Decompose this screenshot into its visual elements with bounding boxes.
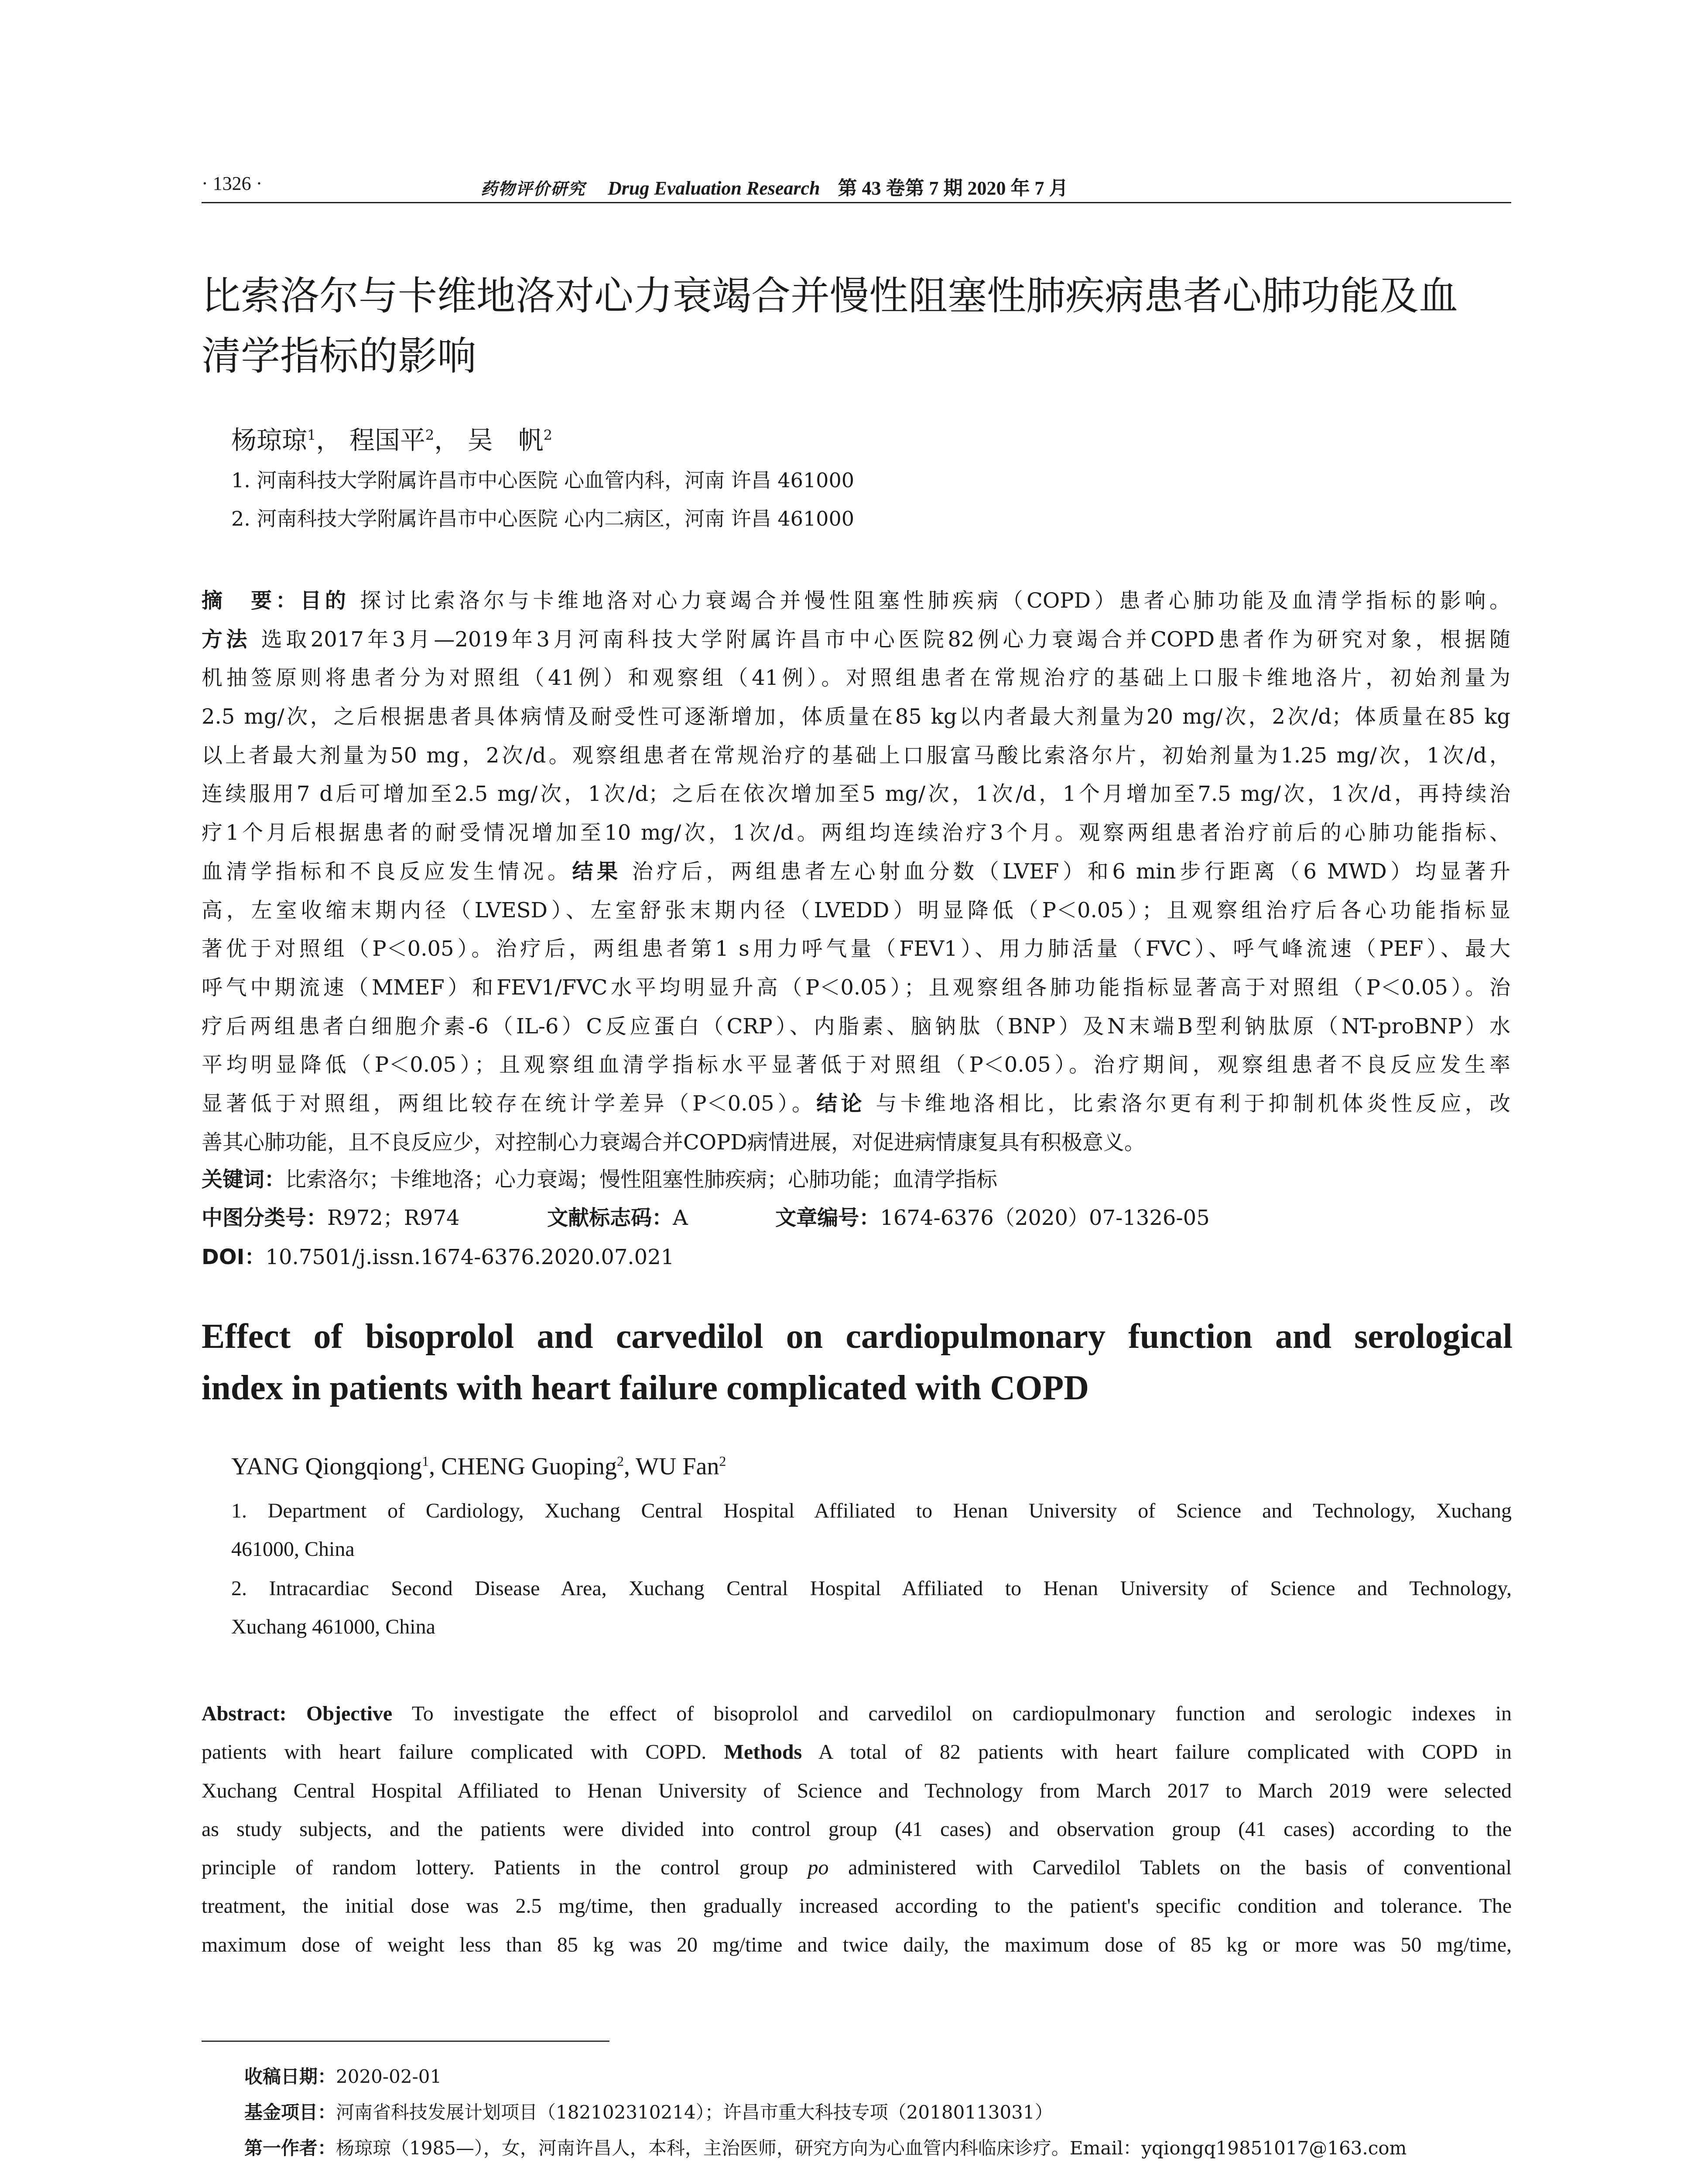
abstract-zh-line — [202, 852, 1510, 891]
abstract-en — [202, 1695, 1512, 1964]
abstract-text: 治疗后，两组患者左心射血分数（LVEF）和6 min步行距离（6 MWD）均显著升 — [621, 859, 1510, 884]
abstract-en-line — [202, 1695, 1512, 1733]
abstract-text: To investigate the effect of bisoprolol and carvedilol on cardiopulmonary function and serologic indexes in — [392, 1702, 1512, 1725]
footnote-rule — [202, 2041, 609, 2042]
abstract-zh-line: 机抽签原则将患者分为对照组（41例）和观察组（41例）。对照组患者在常规治疗的基础上口服卡维地洛片，初始剂量为 — [202, 666, 1510, 691]
methods-label: 方法 — [202, 627, 251, 652]
abstract-zh-line: 2.5 mg/次，之后根据患者具体病情及耐受性可逐渐增加，体质量在85 kg以内者最大剂量为20 mg/次，2次/d；体质量在85 kg — [202, 704, 1510, 729]
abstract-text: 选取2017年3月—2019年3月河南科技大学附属许昌市中心医院82例心力衰竭合并COPD患者作为研究对象，根据随 — [250, 627, 1510, 652]
abstract-zh-line: 高，左室收缩末期内径（LVESD）、左室舒张末期内径（LVEDD）明显降低（P＜0.05）；且观察组治疗后各心功能指标显 — [202, 898, 1510, 923]
affiliation-zh: 1. 河南科技大学附属许昌市中心医院 心血管内科，河南 许昌 461000 — [231, 468, 854, 492]
author-sep: , — [429, 1453, 442, 1480]
abstract-en-line: treatment, the initial dose was 2.5 mg/time, then gradually increased according to the patient's specific condition and tolerance. The — [202, 1894, 1512, 1918]
article-no-value: 1674-6376（2020）07-1326-05 — [880, 1206, 1210, 1230]
author-sep: ， — [434, 425, 460, 455]
page-number: · 1326 · — [202, 173, 263, 194]
title-en-line: Effect of bisoprolol and carvedilol on cardiopulmonary function and serological — [202, 1317, 1513, 1356]
abstract-label: 摘 要： — [202, 588, 301, 613]
footnote-value: 2020-02-01 — [336, 2066, 442, 2087]
clc-value: R972；R974 — [327, 1206, 460, 1230]
footnote-label: 第一作者： — [244, 2137, 336, 2159]
author-affil-sup: 2 — [719, 1453, 726, 1469]
author-sep: , — [624, 1453, 636, 1480]
authors-zh — [231, 420, 552, 456]
footnote-value: 杨琼琼（1985—），女，河南许昌人，本科，主治医师，研究方向为心血管内科临床诊疗。Email：yqiongq19851017@163.com — [336, 2137, 1407, 2159]
keywords-zh — [202, 1162, 1510, 1193]
affiliation-en — [231, 1569, 1512, 1646]
title-zh-line: 比索洛尔与卡维地洛对心力衰竭合并慢性阻塞性肺疾病患者心肺功能及血 — [202, 273, 1458, 319]
clc-label: 中图分类号： — [202, 1206, 328, 1230]
abstract-en-line — [202, 1733, 1512, 1771]
abstract-zh-line — [202, 1084, 1510, 1123]
affiliation-en — [231, 1492, 1512, 1569]
abstract-zh-line: 善其心肺功能，且不良反应少，对控制心力衰竭合并COPD病情进展，对促进病情康复具有积极意义。 — [202, 1130, 1145, 1155]
header-rule — [202, 202, 1511, 203]
title-zh-line: 清学指标的影响 — [202, 333, 476, 379]
title-en-line: index in patients with heart failure complicated with COPD — [202, 1369, 1089, 1407]
author-affil-sup: 2 — [617, 1453, 624, 1469]
affiliation-en-line: Xuchang 461000, China — [231, 1615, 435, 1638]
journal-header — [481, 172, 1068, 200]
italic-term: po — [808, 1856, 829, 1880]
abstract-text: 探讨比索洛尔与卡维地洛对心力衰竭合并慢性阻塞性肺疾病（COPD）患者心肺功能及血清学指标的影响。 — [349, 588, 1510, 613]
abstract-zh — [202, 581, 1510, 1162]
abstract-zh-line — [202, 581, 1510, 620]
abstract-text: patients with heart failure complicated with COPD. — [202, 1740, 707, 1764]
results-label: 结果 — [572, 859, 622, 884]
abstract-text: A total of 82 patients with heart failure complicated with COPD in — [802, 1740, 1512, 1764]
author-affil-sup: 2 — [543, 427, 553, 444]
methods-label: Methods — [724, 1740, 802, 1764]
keywords-label: 关键词： — [202, 1167, 286, 1192]
author-name: 杨琼琼 — [231, 425, 308, 455]
abstract-en-line: as study subjects, and the patients were divided into control group (41 cases) and observation group (41 cases) according to the — [202, 1817, 1512, 1841]
abstract-zh-line: 平均明显降低（P＜0.05）；且观察组血清学指标水平显著低于对照组（P＜0.05）。治疗期间，观察组患者不良反应发生率 — [202, 1053, 1510, 1077]
abstract-zh-line: 呼气中期流速（MMEF）和FEV1/FVC水平均明显升高（P＜0.05）；且观察组各肺功能指标显著高于对照组（P＜0.05）。治 — [202, 975, 1510, 1000]
abstract-text: principle of random lottery. Patients in the control group — [202, 1856, 788, 1880]
objective-label: 目的 — [300, 588, 350, 613]
article-no-label: 文章编号： — [775, 1206, 880, 1230]
title-en — [202, 1311, 1513, 1414]
abstract-text: 与卡维地洛相比，比索洛尔更有利于抑制机体炎性反应，改 — [865, 1091, 1510, 1116]
running-header — [202, 172, 1510, 198]
doi-row — [202, 1240, 1510, 1270]
journal-logo: 药物评价研究 — [481, 180, 586, 198]
doc-code-value: A — [673, 1206, 688, 1230]
abstract-zh-line: 连续服用7 d后可增加至2.5 mg/次，1次/d；之后在依次增加至5 mg/次，1次/d，1个月增加至7.5 mg/次，1次/d，再持续治 — [202, 782, 1510, 807]
first-author — [244, 2130, 1509, 2166]
title-zh — [202, 266, 1513, 386]
author-name: 吴 帆 — [467, 425, 544, 455]
footnote-value: 河南省科技发展计划项目（182102310214）；许昌市重大科技专项（20180113031） — [336, 2102, 1053, 2123]
affiliation-en-line: 461000, China — [231, 1538, 355, 1561]
issue-info: 第 43 卷第 7 期 2020 年 7 月 — [838, 178, 1068, 199]
doi-label: DOI： — [202, 1245, 266, 1269]
author-name: WU Fan — [636, 1453, 719, 1480]
author-name: CHENG Guoping — [441, 1453, 617, 1480]
affiliation-en-line: 1. Department of Cardiology, Xuchang Central Hospital Affiliated to Henan University of Science and Technology, Xuchang — [231, 1499, 1512, 1522]
doi-value: 10.7501/j.issn.1674-6376.2020.07.021 — [265, 1245, 674, 1269]
abstract-en-line — [202, 1849, 1512, 1887]
abstract-en-line: maximum dose of weight less than 85 kg was 20 mg/time and twice daily, the maximum dose of 85 kg or more was 50 mg/time, — [202, 1933, 1512, 1956]
classification-row — [202, 1201, 1510, 1231]
abstract-text: 显著低于对照组，两组比较存在统计学差异（P＜0.05）。 — [202, 1091, 817, 1116]
author-sep: ， — [316, 425, 342, 455]
footnote-label: 基金项目： — [244, 2102, 336, 2123]
footnote-label: 收稿日期： — [244, 2066, 336, 2087]
abstract-en-line: Xuchang Central Hospital Affiliated to Henan University of Science and Technology from March 2017 to March 2019 were selected — [202, 1779, 1512, 1802]
affiliation-zh: 2. 河南科技大学附属许昌市中心医院 心内二病区，河南 许昌 461000 — [231, 507, 854, 530]
footnotes — [244, 2059, 1509, 2166]
journal-name: Drug Evaluation Research — [608, 178, 820, 199]
abstract-en-label: Abstract: Objective — [202, 1702, 393, 1725]
author-name: 程国平 — [349, 425, 425, 455]
abstract-zh-line — [202, 620, 1510, 659]
conclusion-label: 结论 — [816, 1091, 866, 1116]
author-affil-sup: 1 — [422, 1453, 429, 1469]
abstract-zh-line: 以上者最大剂量为50 mg，2次/d。观察组患者在常规治疗的基础上口服富马酸比索洛尔片，初始剂量为1.25 mg/次，1次/d， — [202, 743, 1510, 768]
abstract-text: 血清学指标和不良反应发生情况。 — [202, 859, 572, 884]
doc-code-label: 文献标志码： — [547, 1206, 673, 1230]
authors-en — [231, 1453, 726, 1480]
affiliation-en-line: 2. Intracardiac Second Disease Area, Xuchang Central Hospital Affiliated to Henan University of Science and Technology, — [231, 1577, 1512, 1600]
abstract-zh-line: 著优于对照组（P＜0.05）。治疗后，两组患者第1 s用力呼气量（FEV1）、用力肺活量（FVC）、呼气峰流速（PEF）、最大 — [202, 937, 1510, 961]
keywords-value: 比索洛尔；卡维地洛；心力衰竭；慢性阻塞性肺疾病；心肺功能；血清学指标 — [285, 1167, 998, 1192]
author-name: YANG Qiongqiong — [231, 1453, 422, 1480]
author-affil-sup: 2 — [425, 427, 435, 444]
author-affil-sup: 1 — [307, 427, 316, 444]
abstract-zh-line: 疗1个月后根据患者的耐受情况增加至10 mg/次，1次/d。两组均连续治疗3个月。观察两组患者治疗前后的心肺功能指标、 — [202, 820, 1510, 845]
fund-project — [244, 2095, 1509, 2130]
abstract-zh-line: 疗后两组患者白细胞介素-6（IL-6）C反应蛋白（CRP）、内脂素、脑钠肽（BNP）及N末端B型利钠肽原（NT-proBNP）水 — [202, 1014, 1510, 1039]
abstract-text: administered with Carvedilol Tablets on the basis of conventional — [848, 1856, 1512, 1880]
received-date — [244, 2059, 1509, 2095]
